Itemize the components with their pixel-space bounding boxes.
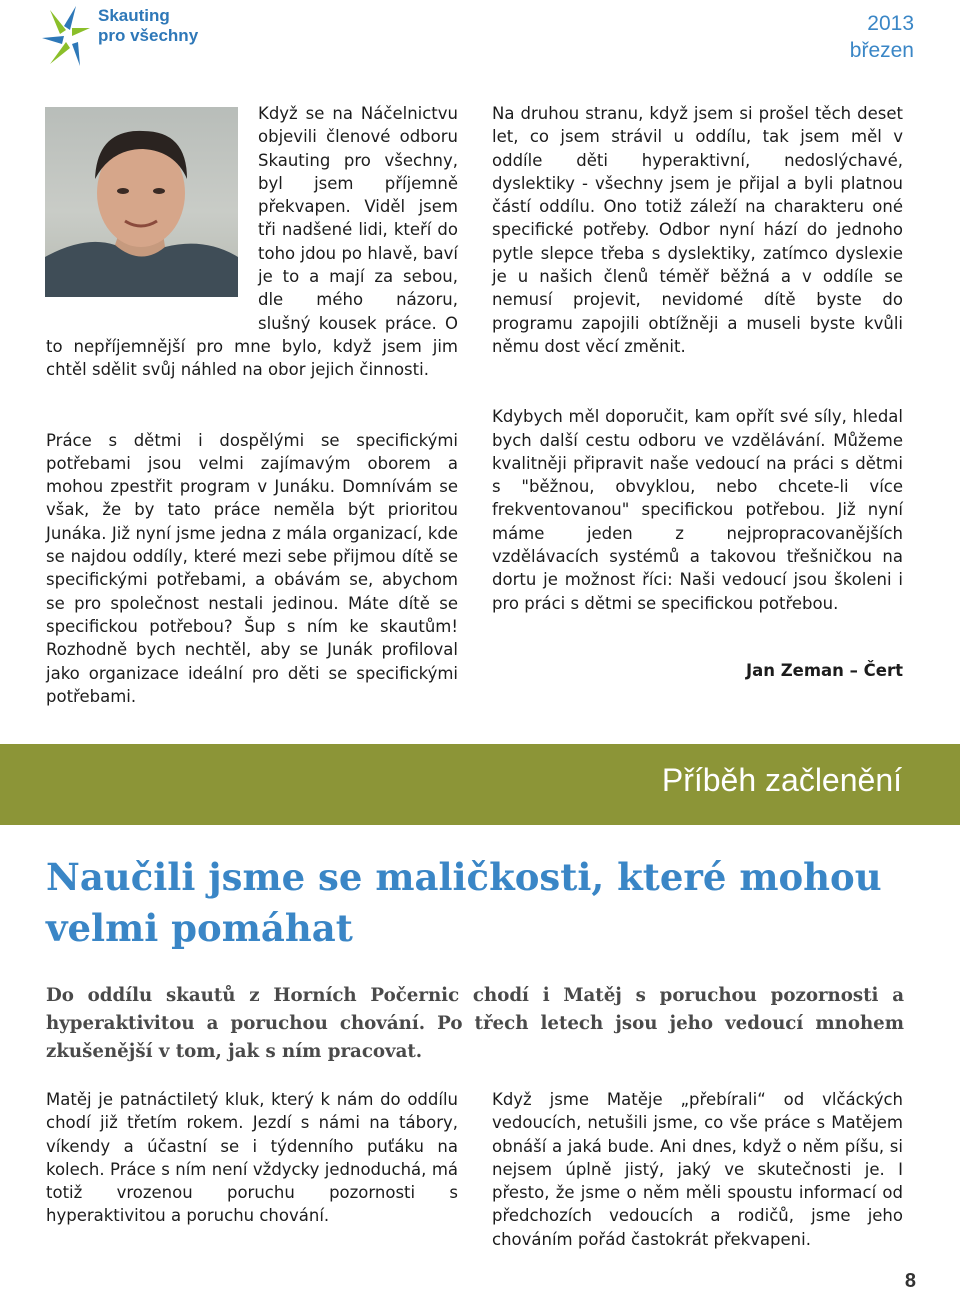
issue-month: březen [849,39,914,62]
article-lead: Do oddílu skautů z Horních Počernic chodí i Matěj s poruchou pozornosti a hyperaktivitou a poruchou chování. Po třech letech jsou jeho vedoucí mnohem zkušenější v tom, jak s ním pracovat. [46,985,904,1062]
article-headline: Naučili jsme se maličkosti, které mohou velmi pomáhat [46,855,882,950]
intro-paragraph: Když se na Náčelnictvu objevili členové odboru Skauting pro všechny, byl jsem příjemně překvapen. Viděl jsem tři nadšené lidi, kteří do toho jdou po hlavě, baví je to a mají za sebou, dle mého názoru, slušný kousek práce. O to nepříjemnější pro mne bylo, když jsem jim chtěl sdělit svůj náhled na obor jejich činnosti. [46,104,458,380]
logo-text [98,6,198,46]
opinion-paragraph: Práce s dětmi i dospělými se specifickými potřebami jsou velmi zajímavým oborem a mohou zpestřit program v Junáku. Domnívám se však, že by tato práce neměla být prioritou Junáka. Již nyní jsme jedna z mála organizací, kde se najdou oddíly, které mezi sebe přijmou dítě se specifickými potřebami, a obávám se, abychom se pro společnost nestali jedinou. Máte dítě se specifickou potřebou? Šup s ním ke skautům! Rozhodně bych nechtěl, aby se Junák profiloval jako organizace ideální pro děti se specifickými potřebami. [46,430,458,706]
logo-line-2: pro všechny [98,26,199,45]
page-number: 8 [904,1270,916,1292]
article-paragraph-1: Matěj je patnáctiletý kluk, který k nám do oddílu chodí již třetím rokem. Jezdí s námi na tábory, víkendy a účastní se i týdenního puťáku na kolech. Práce s ním není vždycky jednoduchá, má totiž vrozenou poruchu pozornosti s hyperaktivitou a poruchu chování. [46,1090,458,1226]
section-band [0,744,960,825]
recommendation-paragraph: Kdybych měl doporučit, kam opřít své síly, hledal bych další cestu odboru ve vzdělávání. Můžeme kvalitněji připravit naše vedoucí na práci s dětmi s "běžnou, obvyklou, nebo chcete-li více frekventovanou" specifickou potřebou. Již nyní máme jeden z nejpropracovanějších vzdělávacích systémů a takovou třešničkou na dortu je možnost říci: Naši vedoucí jsou školeni i pro práci s dětmi se specifickou potřebou. [492,407,903,613]
article-left-column [46,1088,458,1228]
issue-year: 2013 [867,12,914,35]
logo-arrows-icon [40,4,100,74]
logo [40,4,240,74]
upper-left-column [46,102,458,708]
photo-float-spacer [46,102,258,314]
author-signature: Jan Zeman – Čert [745,661,903,680]
section-title: Příběh začlenění [661,762,902,798]
article-paragraph-2: Když jsme Matěje „přebírali“ od vlčáckých vedoucích, netušili jsme, co vše práce s Matějem obnáší a jaká bude. Ani dnes, když o něm píšu, si nejsem úplně jistý, jaký ve skutečnosti je. I přesto, že jsme o něm měli spoustu informací od předchozích vedoucích a rodičů, jsme jeho chováním pořád častokrát překvapeni. [492,1090,903,1249]
counterpoint-paragraph: Na druhou stranu, když jsem si prošel těch deset let, co jsem strávil u oddílu, tak jsem měl v oddíle děti hyperaktivní, nedoslýchavé, dyslektiky - všechny jsem je přijal a byli platnou částí oddílu. Ono totiž záleží na charakteru oné specifické potřeby. Odbor nyní hází do jednoho pytle slepce třeba s dyslektiky, zatímco dyslexie je u našich členů téměř běžná a v oddíle se nemusí projevit, nevidomé dítě byste do programu zapojili obtížněji a museli byste kvůli němu dost věcí změnit. [492,104,903,356]
article-right-column [492,1088,903,1251]
upper-right-column [492,102,903,615]
logo-line-1: Skauting [98,6,170,25]
issue-date [850,10,914,64]
